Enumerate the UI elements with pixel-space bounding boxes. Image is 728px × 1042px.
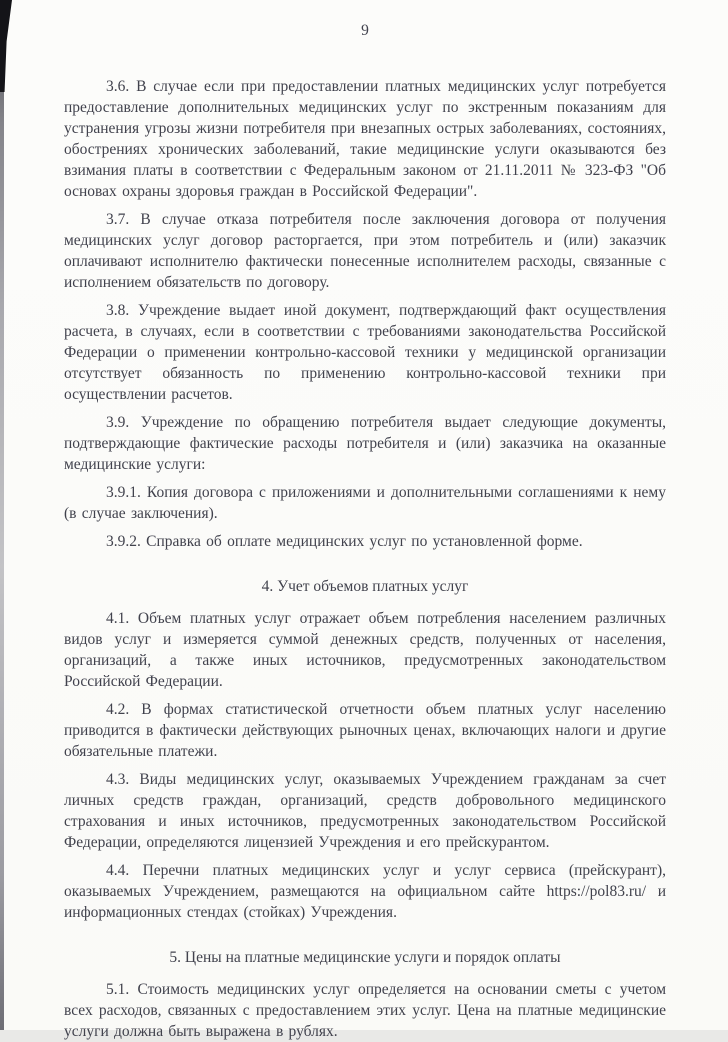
- paragraph-3-9: 3.9. Учреждение по обращению потребителя выдает следующие документы, подтверждающие фактические расходы потребителя и (или) заказчика на оказанные медицинские услуги:: [64, 414, 666, 473]
- section-heading-4: 4. Учет объемов платных услуг: [261, 578, 469, 595]
- paragraph-3-6: 3.6. В случае если при предоставлении платных медицинских услуг потребуется предоставление дополнительных медицинских услуг по экстренным показаниям для устранения угрозы жизни потребителя при внезапных острых заболеваниях, состояниях, обострениях хронических заболеваний, такие медицинские услуги оказываются без взимания платы в соответствии с Федеральным законом от 21.11.2011 № 323-ФЗ "Об основах охраны здоровья граждан в Российской Федерации".: [64, 78, 666, 200]
- scan-corner-artifact: [0, 0, 12, 92]
- scan-edge-artifact: [0, 0, 4, 1030]
- paragraph-4-4: 4.4. Перечни платных медицинских услуг и услуг сервиса (прейскурант), оказываемых Учреждением, размещаются на официальном сайте https://pol83.ru/ и информационных стендах (стойках) Учреждения.: [64, 862, 666, 921]
- section-heading-5: 5. Цены на платные медицинские услуги и порядок оплаты: [169, 949, 561, 966]
- paragraph-4-3: 4.3. Виды медицинских услуг, оказываемых Учреждением гражданам за счет личных средств граждан, организаций, средств добровольного медицинского страхования и иных источников, предусмотренных законодательством Российской Федерации, определяются лицензией Учреждения и его прейскурантом.: [64, 771, 666, 851]
- paragraph-5-1: 5.1. Стоимость медицинских услуг определяется на основании сметы с учетом всех расходов, связанных с предоставлением этих услуг. Цена на платные медицинские услуги должна быть выражена в рублях.: [64, 981, 666, 1040]
- page-number: 9: [361, 22, 369, 39]
- paragraph-3-7: 3.7. В случае отказа потребителя после заключения договора от получения медицинских услуг договор расторгается, при этом потребитель и (или) заказчик оплачивают исполнителю фактически понесенные исполнителем расходы, связанные с исполнением обязательств по договору.: [64, 211, 666, 291]
- paragraph-3-9-1: 3.9.1. Копия договора с приложениями и дополнительными соглашениями к нему (в случае заключения).: [64, 484, 666, 522]
- paragraph-4-2: 4.2. В формах статистической отчетности объем платных услуг населению приводится в фактически действующих рыночных ценах, включающих налоги и другие обязательные платежи.: [64, 701, 666, 760]
- paragraph-3-9-2: 3.9.2. Справка об оплате медицинских услуг по установленной форме.: [106, 533, 583, 550]
- paragraph-4-1: 4.1. Объем платных услуг отражает объем потребления населением различных видов услуг и измеряется суммой денежных средств, полученных от населения, организаций, а также иных источников, предусмотренных законодательством Российской Федерации.: [64, 610, 666, 690]
- paragraph-3-8: 3.8. Учреждение выдает иной документ, подтверждающий факт осуществления расчета, в случаях, если в соответствии с требованиями законодательства Российской Федерации о применении контрольно-кассовой техники у медицинской организации отсутствует обязанность по применению контрольно-кассовой техники при осуществлении расчетов.: [64, 302, 666, 403]
